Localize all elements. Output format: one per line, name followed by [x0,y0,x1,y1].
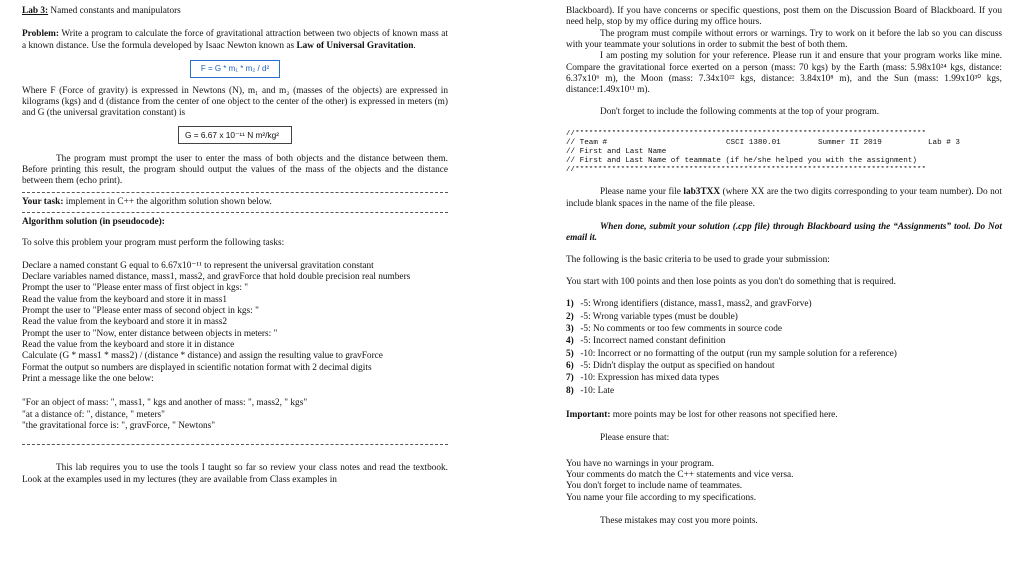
ensure-item: You have no warnings in your program. [566,458,715,469]
step-line: Declare variables named distance, mass1, mass2, and gravForce that hold double precision real numbers [22,272,411,283]
criteria-item: 5) -10: Incorrect or no formatting of the output (run my sample solution for a reference) [566,348,897,359]
start-paragraph: You start with 100 points and then lose points as you don't do something that is required. [566,276,896,287]
step-line: Format the output so numbers are displayed in scientific notation format with 2 decimal digits [22,362,372,373]
grading-criteria [566,299,1002,397]
criteria-item: 1) -5: Wrong identifiers (distance, mass1, mass2, and gravForve) [566,299,812,310]
step-line: Read the value from the keyboard and store it in distance [22,340,235,351]
step-line: Prompt the user to "Please enter mass of first object in kgs: " [22,283,249,294]
stars-line: //***************************************************************************** [566,166,927,175]
step-line: Prompt the user to "Please enter mass of second object in kgs: " [22,306,259,317]
important-note: Important: more points may be lost for other reasons not specified here. [566,409,838,420]
step-line: Read the value from the keyboard and store it in mass2 [22,317,227,328]
lab-title: Lab 3: Named constants and manipulators [22,6,181,16]
team-line: // Team # CSCI 1380.01 Summer II 2019 Lab # 3 [566,139,960,148]
criteria-intro: The following is the basic criteria to be used to grade your submission: [566,254,830,265]
problem-statement: Problem: Write a program to calculate the force of gravitational attraction between two objects of known mass at a known distance. Use the formula developed by Isaac Newton known as Law of Universal Gravitation. [22,29,448,51]
your-task: Your task: implement in C++ the algorithm solution shown below. [22,196,272,207]
ensure-item: You don't forget to include name of teammates. [566,481,743,492]
prompt-paragraph: The program must prompt the user to enter the mass of both objects and the distance between them. Before printing this result, the program should output the values of the mass of the objects and the distance between them (echo print). [22,153,448,187]
ensure-intro: Please ensure that: [600,433,670,444]
page-gutter [462,0,554,583]
output-line: "at a distance of: ", distance, " meters" [22,409,165,420]
solution-paragraph: I am posting my solution for your reference. Please run it and ensure that your program works like mine. Compare the gravitational force exerted on a person (mass: 70 kgs) by the Earth (mass: 5.98x10²⁴ kgs, distance: 6.37x10⁶ m), the Moon (mass: 7.34x10²² kgs, distance: 3.84x10⁸ m), and the Sun (mass: 1.99x10³⁰ kgs, distance:1.49x10¹¹ m). [566,51,1002,96]
criteria-item: 2) -5: Wrong variable types (must be double) [566,311,738,322]
criteria-item: 7) -10: Expression has mixed data types [566,373,719,384]
criteria-item: 4) -5: Incorrect named constant definition [566,336,726,347]
right-page [554,0,1024,583]
g-constant-box: G = 6.67 x 10⁻¹¹ N m²/kg² [178,126,292,144]
teammate-line: // First and Last Name of teammate (if he/she helped you with the assignment) [566,157,917,166]
output-line: "the gravitational force is: ", gravForce, " Newtons" [22,421,216,432]
pseudocode-steps [22,261,448,386]
step-line: Declare a named constant G equal to 6.67x10⁻¹¹ to represent the universal gravitation constant [22,260,374,271]
divider [22,192,448,193]
compile-paragraph: The program must compile without errors or warnings. Try to work on it before the lab so you can discuss with your teammate your solutions in order to submit the best of both them. [566,28,1002,50]
criteria-item: 6) -5: Didn't display the output as specified on handout [566,360,775,371]
ensure-item: Your comments do match the C++ statements and vice versa. [566,469,794,480]
final-note: These mistakes may cost you more points. [600,515,758,526]
step-line: Print a message like the one below: [22,374,154,385]
closing-paragraph: This lab requires you to use the tools I taught so far so review your class notes and read the textbook. Look at the examples used in my lectures (they are available from Class examples in [22,463,448,485]
comments-intro: Don't forget to include the following comments at the top of your program. [600,106,880,117]
criteria-item: 8) -10: Late [566,385,615,396]
stars-line: //***************************************************************************** [566,129,927,138]
step-line: Prompt the user to "Now, enter distance between objects in meters: " [22,328,278,339]
step-line: Read the value from the keyboard and store it in mass1 [22,294,227,305]
where-paragraph: Where F (Force of gravity) is expressed in Newtons (N), m₁ and m₂ (masses of the objects) are expressed in kilograms (kgs) and d (distance from the center of one object to the center of the other) is expressed in meters (m) and G (the universal gravitation constant) is [22,85,448,119]
ensure-list [566,459,1002,504]
algorithm-heading: Algorithm solution (in pseudocode): [22,217,165,228]
ensure-item: You name your file according to my specifications. [566,492,757,503]
left-page [0,0,462,583]
name-line: // First and Last Name [566,148,667,157]
output-line: "For an object of mass: ", mass1, " kgs and another of mass: ", mass2, " kgs" [22,398,308,409]
step-line: Calculate (G * mass1 * mass2) / (distance * distance) and assign the resulting value to gravForce [22,351,383,362]
criteria-item: 3) -5: No comments or too few comments in source code [566,323,782,334]
formula-box: F = G * m₁ * m₂ / d² [190,60,280,78]
divider [22,212,448,213]
divider [22,444,448,445]
naming-paragraph: Please name your file lab3TXX (where XX are the two digits corresponding to your team number). Do not include blank spaces in the name of the file please. [566,187,1002,209]
blackboard-paragraph: Blackboard). If you have concerns or specific questions, post them on the Discussion Board of Blackboard. If you need help, stop by my office during my office hours. [566,6,1002,28]
sample-output [22,398,448,432]
solve-intro: To solve this problem your program must perform the following tasks: [22,238,285,249]
submit-instructions: When done, submit your solution (.cpp file) through Blackboard using the “Assignments” tool. Do Not email it. [566,221,1002,244]
code-header [566,130,1002,175]
